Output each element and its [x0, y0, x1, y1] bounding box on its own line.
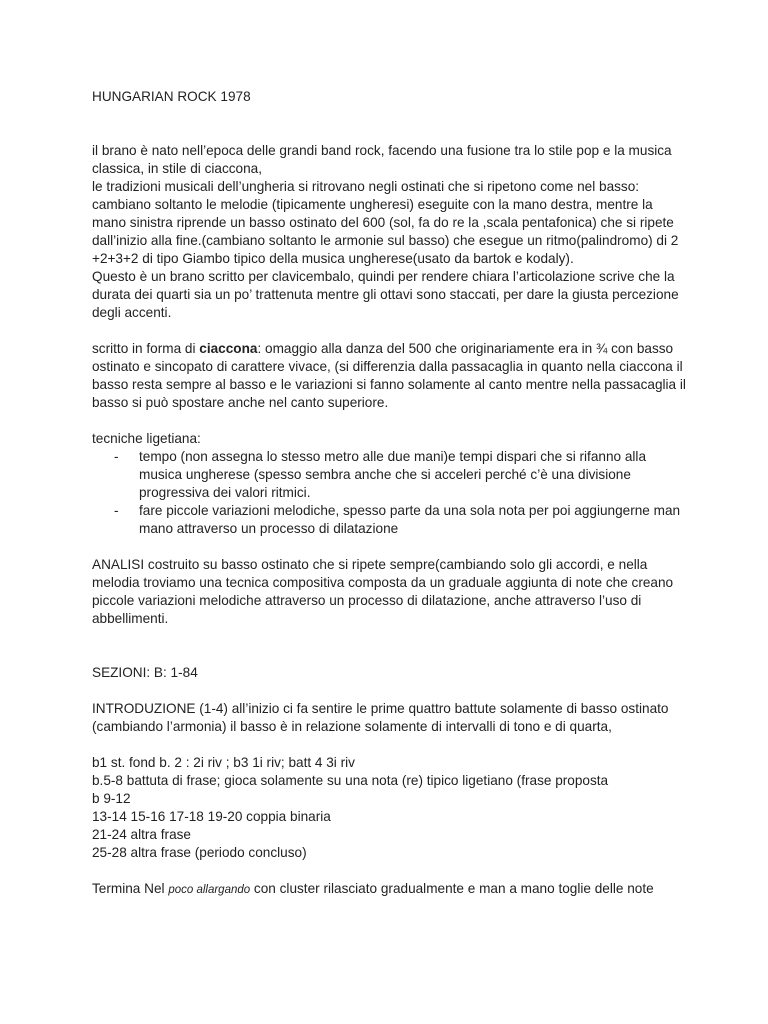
dash-bullet: -	[114, 503, 119, 518]
analysis-line: 21-24 altra frase	[92, 827, 191, 842]
paragraph-termina	[92, 880, 688, 899]
analysis-line: b1 st. fond b. 2 : 2i riv ; b3 1i riv; batt 4 3i riv	[92, 755, 355, 770]
termina-italic: poco allargando	[168, 884, 251, 896]
tecniche-list	[92, 448, 688, 538]
list-item-text: fare piccole variazioni melodiche, spesso parte da una sola nota per poi aggiungerne man mano attraverso un processo di dilatazione	[139, 503, 681, 536]
paragraph-intro: il brano è nato nell’epoca delle grandi band rock, facendo una fusione tra lo stile pop e la musica classica, in stile di ciaccona,	[92, 143, 672, 176]
sezioni-line: SEZIONI: B: 1-84	[92, 665, 198, 680]
ciaccona-post: : omaggio alla danza del 500 che originariamente era in ¾ con basso ostinato e sincopato di carattere vivace, (si differenzia dalla passacaglia in quanto nella ciaccona il basso resta sempre al basso e le variazioni si fanno solamente al canto mentre nella passacaglia il basso si può spostare anche nel canto superiore.	[92, 341, 686, 410]
analysis-line: b.5-8 battuta di frase; gioca solamente su una nota (re) tipico ligetiano (frase proposta	[92, 773, 609, 788]
list-item	[92, 502, 688, 538]
tecniche-heading: tecniche ligetiana:	[92, 431, 201, 446]
analysis-line: b 9-12	[92, 791, 131, 806]
document-title: HUNGARIAN ROCK 1978	[92, 89, 251, 104]
paragraph-introduzione: INTRODUZIONE (1-4) all’inizio ci fa sentire le prime quattro battute solamente di basso ostinato (cambiando l’armonia) il basso è in relazione solamente di intervalli di tono e di quarta,	[92, 701, 669, 734]
dash-bullet: -	[114, 449, 119, 464]
ciaccona-term: ciaccona	[199, 341, 258, 356]
paragraph-tradizioni: le tradizioni musicali dell’ungheria si ritrovano negli ostinati che si ripetono come nel basso: cambiano soltanto le melodie (tipicamente ungheresi) eseguite con la mano destra, mentre la mano sinistra riprende un basso ostinato del 600 (sol, fa do re la ,scala pentafonica) che si ripete dall’inizio alla fine.(cambiano soltanto le armonie sul basso) che esegue un ritmo(palindromo) di 2 +2+3+2 di tipo Giambo tipico della musica ungherese(usato da bartok e kodaly).	[92, 179, 679, 266]
document-body	[92, 88, 688, 899]
paragraph-analisi: ANALISI costruito su basso ostinato che si ripete sempre(cambiando solo gli accordi, e nella melodia troviamo una tecnica compositiva composta da un graduale aggiunta di note che creano piccole variazioni melodiche attraverso un processo di dilatazione, anche attraverso l’uso di abbellimenti.	[92, 557, 674, 626]
list-item	[92, 448, 688, 502]
list-item-text: tempo (non assegna lo stesso metro alle due mani)e tempi dispari che si rifanno alla musica ungherese (spesso sembra anche che si acceleri perché c’è una divisione progressiva dei valori ritmici.	[139, 449, 647, 500]
analysis-line: 25-28 altra frase (periodo concluso)	[92, 845, 307, 860]
ciaccona-pre: scritto in forma di	[92, 341, 200, 356]
paragraph-clavicembalo: Questo è un brano scritto per clavicembalo, quindi per rendere chiara l’articolazione scrive che la durata dei quarti sia un po’ trattenuta mentre gli ottavi sono staccati, per dare la giusta percezione degli accenti.	[92, 269, 679, 320]
termina-post: con cluster rilasciato gradualmente e man a mano toglie delle note	[250, 881, 654, 896]
paragraph-ciaccona	[92, 340, 688, 412]
analysis-line: 13-14 15-16 17-18 19-20 coppia binaria	[92, 809, 331, 824]
termina-pre: Termina Nel	[92, 881, 169, 896]
